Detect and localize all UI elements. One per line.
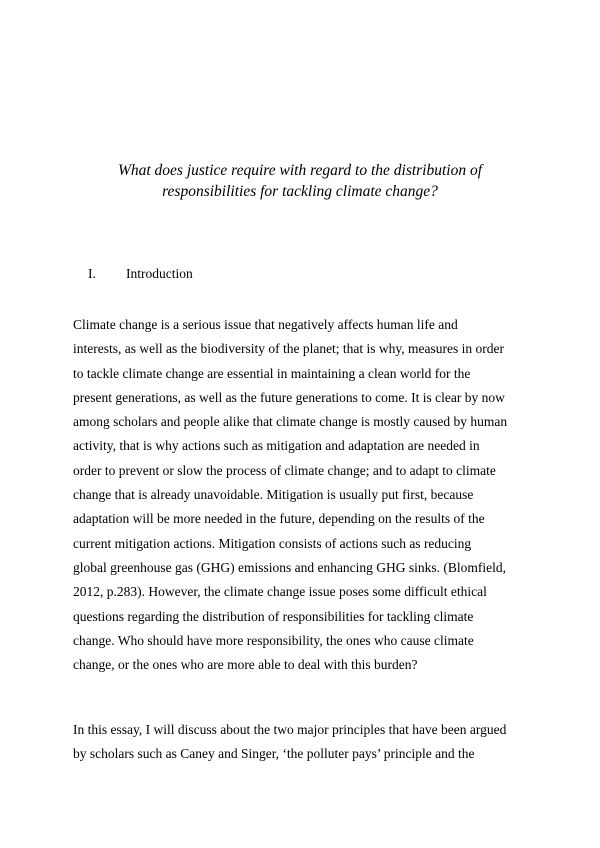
paragraph-line: change. Who should have more responsibility, the ones who cause climate [73, 632, 474, 648]
essay-title-line: What does justice require with regard to the distribution of [117, 162, 483, 179]
paragraph-line: to tackle climate change are essential in maintaining a clean world for the [73, 365, 471, 381]
section-label: Introduction [126, 266, 193, 281]
paragraph-line: 2012, p.283). However, the climate change issue poses some difficult ethical [73, 584, 487, 600]
paragraph-line: global greenhouse gas (GHG) emissions and enhancing GHG sinks. (Blomfield, [73, 559, 507, 575]
essay-title-line: responsibilities for tackling climate change? [162, 183, 438, 200]
section-number: I. [88, 266, 96, 281]
paragraph-line: activity, that is why actions such as mitigation and adaptation are needed in [73, 438, 480, 454]
body-paragraph [73, 313, 543, 677]
essay-title [60, 160, 540, 202]
paragraph-line: change that is already unavoidable. Mitigation is usually put first, because [73, 487, 474, 503]
paragraph-line: adaptation will be more needed in the future, depending on the results of the [73, 511, 485, 527]
paragraph-line: In this essay, I will discuss about the two major principles that have been argued [73, 722, 507, 737]
paragraph-line: interests, as well as the biodiversity of the planet; that is why, measures in order [73, 341, 505, 357]
body-paragraph [73, 718, 543, 767]
paragraph-line: questions regarding the distribution of responsibilities for tackling climate [73, 608, 474, 624]
paragraph-line: present generations, as well as the future generations to come. It is clear by now [73, 389, 505, 405]
paragraph-line: current mitigation actions. Mitigation consists of actions such as reducing [73, 535, 472, 551]
paragraph-line: change, or the ones who are more able to deal with this burden? [73, 657, 418, 673]
paragraph-line: among scholars and people alike that climate change is mostly caused by human [73, 414, 508, 430]
paragraph-line: order to prevent or slow the process of climate change; and to adapt to climate [73, 462, 496, 478]
paragraph-line: by scholars such as Caney and Singer, ‘the polluter pays’ principle and the [73, 746, 475, 762]
paragraph-line: Climate change is a serious issue that negatively affects human life and [73, 317, 458, 332]
